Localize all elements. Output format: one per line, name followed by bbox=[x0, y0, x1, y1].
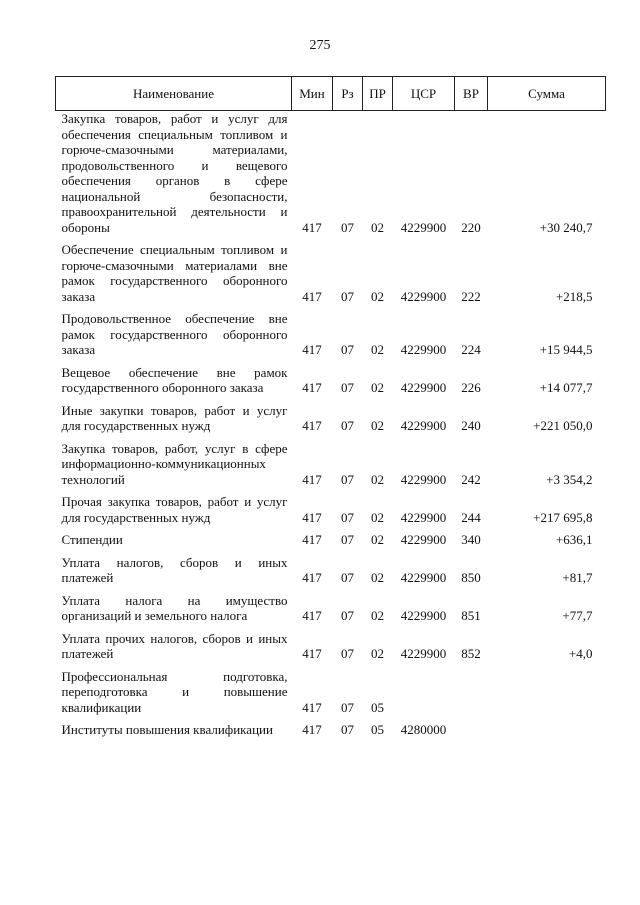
cell-rz: 07 bbox=[341, 342, 354, 357]
row-spacer-cell bbox=[56, 624, 606, 631]
row-spacer bbox=[56, 396, 606, 403]
cell-name: Обеспечение специальным топливом и горюче-смазочными материалами вне рамок государственного оборонного заказа bbox=[61, 242, 288, 304]
row-spacer-cell bbox=[56, 586, 606, 593]
cell-sum: +77,7 bbox=[562, 608, 593, 623]
row-spacer-cell bbox=[56, 525, 606, 532]
row-spacer-cell bbox=[56, 548, 606, 555]
cell-sum: +218,5 bbox=[555, 288, 593, 304]
header-min: Мин bbox=[292, 77, 333, 111]
cell-name: Вещевое обеспечение вне рамок государственного оборонного заказа bbox=[61, 364, 288, 395]
cell-vr bbox=[455, 722, 488, 738]
cell-pr: 02 bbox=[371, 219, 384, 235]
table-row bbox=[56, 669, 606, 716]
cell-csr: 4229900 bbox=[400, 380, 447, 395]
cell-vr: 224 bbox=[461, 342, 481, 357]
cell-csr: 4280000 bbox=[400, 722, 447, 737]
cell-sum: +30 240,7 bbox=[539, 219, 593, 235]
cell-rz: 07 bbox=[341, 646, 354, 661]
row-spacer bbox=[56, 434, 606, 441]
cell-rz: 07 bbox=[341, 471, 354, 487]
table-row bbox=[56, 311, 606, 358]
cell-min: 417 bbox=[302, 471, 322, 487]
cell-min: 417 bbox=[302, 532, 322, 547]
cell-name: Уплата налога на имущество организаций и земельного налога bbox=[61, 592, 288, 623]
cell-rz: 07 bbox=[341, 288, 354, 304]
cell-pr: 02 bbox=[371, 380, 384, 395]
row-spacer bbox=[56, 715, 606, 722]
cell-sum: +15 944,5 bbox=[539, 342, 593, 357]
row-spacer bbox=[56, 487, 606, 494]
cell-pr: 05 bbox=[371, 699, 384, 715]
cell-vr: 852 bbox=[461, 646, 481, 661]
row-spacer bbox=[56, 235, 606, 242]
cell-min: 417 bbox=[302, 380, 322, 395]
cell-csr: 4229900 bbox=[400, 418, 447, 433]
cell-vr: 222 bbox=[461, 288, 481, 304]
cell-name: Иные закупки товаров, работ и услуг для государственных нужд bbox=[61, 402, 288, 433]
row-spacer-cell bbox=[56, 487, 606, 494]
cell-csr bbox=[393, 669, 455, 716]
cell-pr: 02 bbox=[371, 342, 384, 357]
cell-pr: 02 bbox=[371, 418, 384, 433]
cell-csr: 4229900 bbox=[400, 471, 447, 487]
page-number: 275 bbox=[309, 38, 331, 53]
cell-vr bbox=[455, 669, 488, 716]
cell-min: 417 bbox=[302, 608, 322, 623]
row-spacer bbox=[56, 624, 606, 631]
row-spacer bbox=[56, 358, 606, 365]
cell-name: Прочая закупка товаров, работ и услуг для государственных нужд bbox=[61, 494, 288, 525]
cell-name: Институты повышения квалификации bbox=[61, 722, 273, 737]
cell-pr: 02 bbox=[371, 570, 384, 585]
cell-min: 417 bbox=[302, 219, 322, 235]
cell-csr: 4229900 bbox=[400, 219, 447, 235]
header-vr: ВР bbox=[455, 77, 488, 111]
cell-min: 417 bbox=[302, 722, 322, 737]
row-spacer bbox=[56, 525, 606, 532]
cell-sum: +81,7 bbox=[562, 570, 593, 585]
cell-rz: 07 bbox=[341, 608, 354, 623]
cell-name: Профессиональная подготовка, переподготовка и повышение квалификации bbox=[61, 668, 288, 715]
header-pr: ПР bbox=[363, 77, 393, 111]
row-spacer-cell bbox=[56, 662, 606, 669]
cell-csr: 4229900 bbox=[400, 608, 447, 623]
row-spacer bbox=[56, 586, 606, 593]
cell-pr: 02 bbox=[371, 646, 384, 661]
cell-rz: 07 bbox=[341, 509, 354, 525]
cell-sum: +217 695,8 bbox=[533, 509, 593, 525]
cell-sum: +636,1 bbox=[555, 532, 593, 547]
row-spacer-cell bbox=[56, 715, 606, 722]
cell-pr: 02 bbox=[371, 532, 384, 547]
cell-min: 417 bbox=[302, 509, 322, 525]
table-body bbox=[56, 111, 606, 738]
cell-vr: 226 bbox=[461, 380, 481, 395]
cell-name: Уплата прочих налогов, сборов и иных платежей bbox=[61, 630, 288, 661]
table-header-row bbox=[56, 77, 606, 111]
cell-vr: 340 bbox=[461, 532, 481, 547]
cell-csr: 4229900 bbox=[400, 509, 447, 525]
cell-vr: 240 bbox=[461, 418, 481, 433]
table-row bbox=[56, 403, 606, 434]
cell-name: Закупка товаров, работ и услуг для обеспечения специальным топливом и горюче-смазочными материалами, продовольственного и вещевого обеспечения органов в сфере национальной безопасности, правоохранительной деятельности и обороны bbox=[61, 111, 288, 235]
cell-csr: 4229900 bbox=[400, 532, 447, 547]
cell-min: 417 bbox=[302, 288, 322, 304]
table-row bbox=[56, 722, 606, 738]
cell-vr: 850 bbox=[461, 570, 481, 585]
cell-name: Стипендии bbox=[61, 532, 123, 547]
cell-pr: 02 bbox=[371, 288, 384, 304]
cell-sum: +4,0 bbox=[568, 646, 593, 661]
cell-min: 417 bbox=[302, 342, 322, 357]
header-sum: Сумма bbox=[488, 77, 606, 111]
row-spacer-cell bbox=[56, 396, 606, 403]
table-row bbox=[56, 593, 606, 624]
table-row bbox=[56, 494, 606, 525]
row-spacer bbox=[56, 662, 606, 669]
table-row bbox=[56, 631, 606, 662]
budget-table bbox=[55, 76, 606, 738]
cell-csr: 4229900 bbox=[400, 570, 447, 585]
cell-rz: 07 bbox=[341, 380, 354, 395]
cell-rz: 07 bbox=[341, 418, 354, 433]
cell-csr: 4229900 bbox=[400, 342, 447, 357]
header-name: Наименование bbox=[56, 77, 292, 111]
cell-vr: 242 bbox=[461, 471, 481, 487]
cell-min: 417 bbox=[302, 418, 322, 433]
cell-pr: 02 bbox=[371, 509, 384, 525]
cell-sum: +3 354,2 bbox=[546, 471, 593, 487]
cell-rz: 07 bbox=[341, 722, 354, 737]
cell-pr: 05 bbox=[371, 722, 384, 737]
row-spacer bbox=[56, 304, 606, 311]
cell-pr: 02 bbox=[371, 471, 384, 487]
table-row bbox=[56, 532, 606, 548]
cell-pr: 02 bbox=[371, 608, 384, 623]
cell-vr: 851 bbox=[461, 608, 481, 623]
table-row bbox=[56, 111, 606, 236]
row-spacer-cell bbox=[56, 434, 606, 441]
cell-rz: 07 bbox=[341, 219, 354, 235]
row-spacer-cell bbox=[56, 235, 606, 242]
cell-name: Продовольственное обеспечение вне рамок государственного оборонного заказа bbox=[61, 311, 288, 357]
row-spacer-cell bbox=[56, 304, 606, 311]
table-row bbox=[56, 242, 606, 304]
cell-rz: 07 bbox=[341, 699, 354, 715]
cell-csr: 4229900 bbox=[400, 288, 447, 304]
cell-name: Закупка товаров, работ, услуг в сфере информационно-коммуникационных технологий bbox=[61, 440, 288, 487]
cell-rz: 07 bbox=[341, 532, 354, 547]
table-row bbox=[56, 555, 606, 586]
cell-csr: 4229900 bbox=[400, 646, 447, 661]
header-csr: ЦСР bbox=[393, 77, 455, 111]
cell-name: Уплата налогов, сборов и иных платежей bbox=[61, 554, 288, 585]
row-spacer bbox=[56, 548, 606, 555]
cell-rz: 07 bbox=[341, 570, 354, 585]
cell-min: 417 bbox=[302, 699, 322, 715]
cell-min: 417 bbox=[302, 570, 322, 585]
row-spacer-cell bbox=[56, 358, 606, 365]
table-row bbox=[56, 365, 606, 396]
table-row bbox=[56, 441, 606, 488]
cell-sum bbox=[488, 722, 606, 738]
cell-sum bbox=[488, 669, 606, 716]
cell-vr: 220 bbox=[461, 219, 481, 235]
header-rz: Рз bbox=[333, 77, 363, 111]
cell-sum: +221 050,0 bbox=[533, 418, 593, 433]
cell-sum: +14 077,7 bbox=[539, 380, 593, 395]
cell-min: 417 bbox=[302, 646, 322, 661]
cell-vr: 244 bbox=[461, 509, 481, 525]
